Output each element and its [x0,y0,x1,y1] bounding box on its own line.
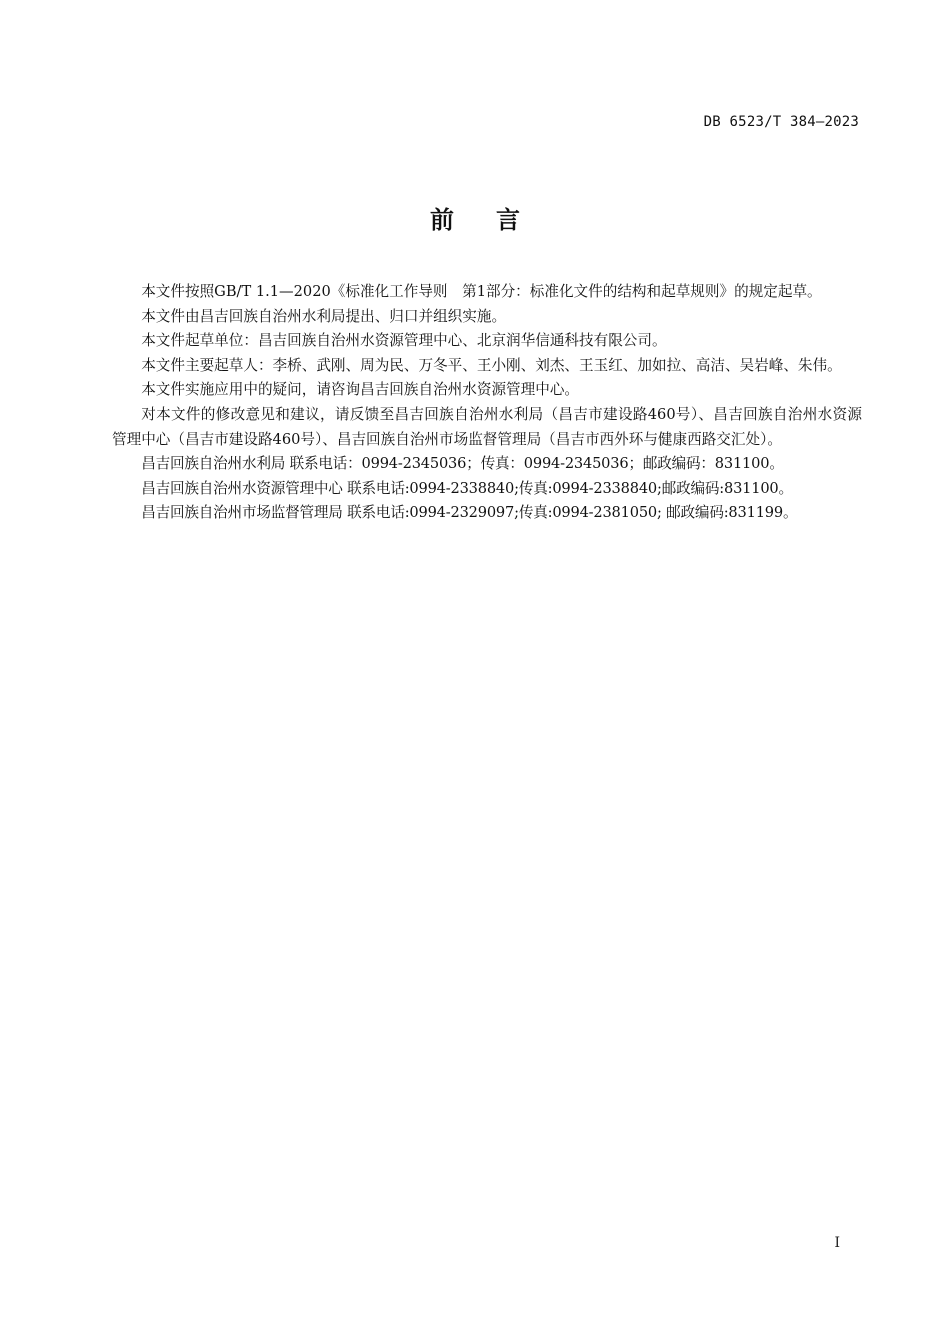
page-title: 前言 [430,206,562,234]
page-number: I [834,1235,840,1251]
contact-water-resources-center: 昌吉回族自治州水资源管理中心 联系电话:0994-2338840;传真:0994-2338840;邮政编码:831100。 [141,479,793,497]
paragraph-proposer: 本文件由昌吉回族自治州水利局提出、归口并组织实施。 [141,307,507,325]
paragraph-feedback: 对本文件的修改意见和建议，请反馈至昌吉回族自治州水利局（昌吉市建设路460号）、昌吉回族自治州水资源管理中心（昌吉市建设路460号）、昌吉回族自治州市场监督管理局（昌吉市西外环与健康西路交汇处）。 [112,405,862,448]
paragraph-inquiry: 本文件实施应用中的疑问，请咨询昌吉回族自治州水资源管理中心。 [141,381,580,399]
contact-market-supervision-bureau: 昌吉回族自治州市场监督管理局 联系电话:0994-2329097;传真:0994-2381050; 邮政编码:831199。 [141,504,798,522]
paragraph-main-drafters: 本文件主要起草人：李桥、武刚、周为民、万冬平、王小刚、刘杰、王玉红、加如拉、高洁、吴岩峰、朱伟。 [141,356,842,374]
paragraph-drafting-units: 本文件起草单位：昌吉回族自治州水资源管理中心、北京润华信通科技有限公司。 [141,332,667,350]
contact-water-bureau: 昌吉回族自治州水利局 联系电话：0994-2345036；传真：0994-2345036；邮政编码：831100。 [141,455,784,473]
document-code: DB 6523/T 384—2023 [703,114,859,130]
foreword-body [112,280,862,526]
paragraph-drafting-rules: 本文件按照GB/T 1.1—2020《标准化工作导则 第1部分：标准化文件的结构和起草规则》的规定起草。 [141,283,822,300]
